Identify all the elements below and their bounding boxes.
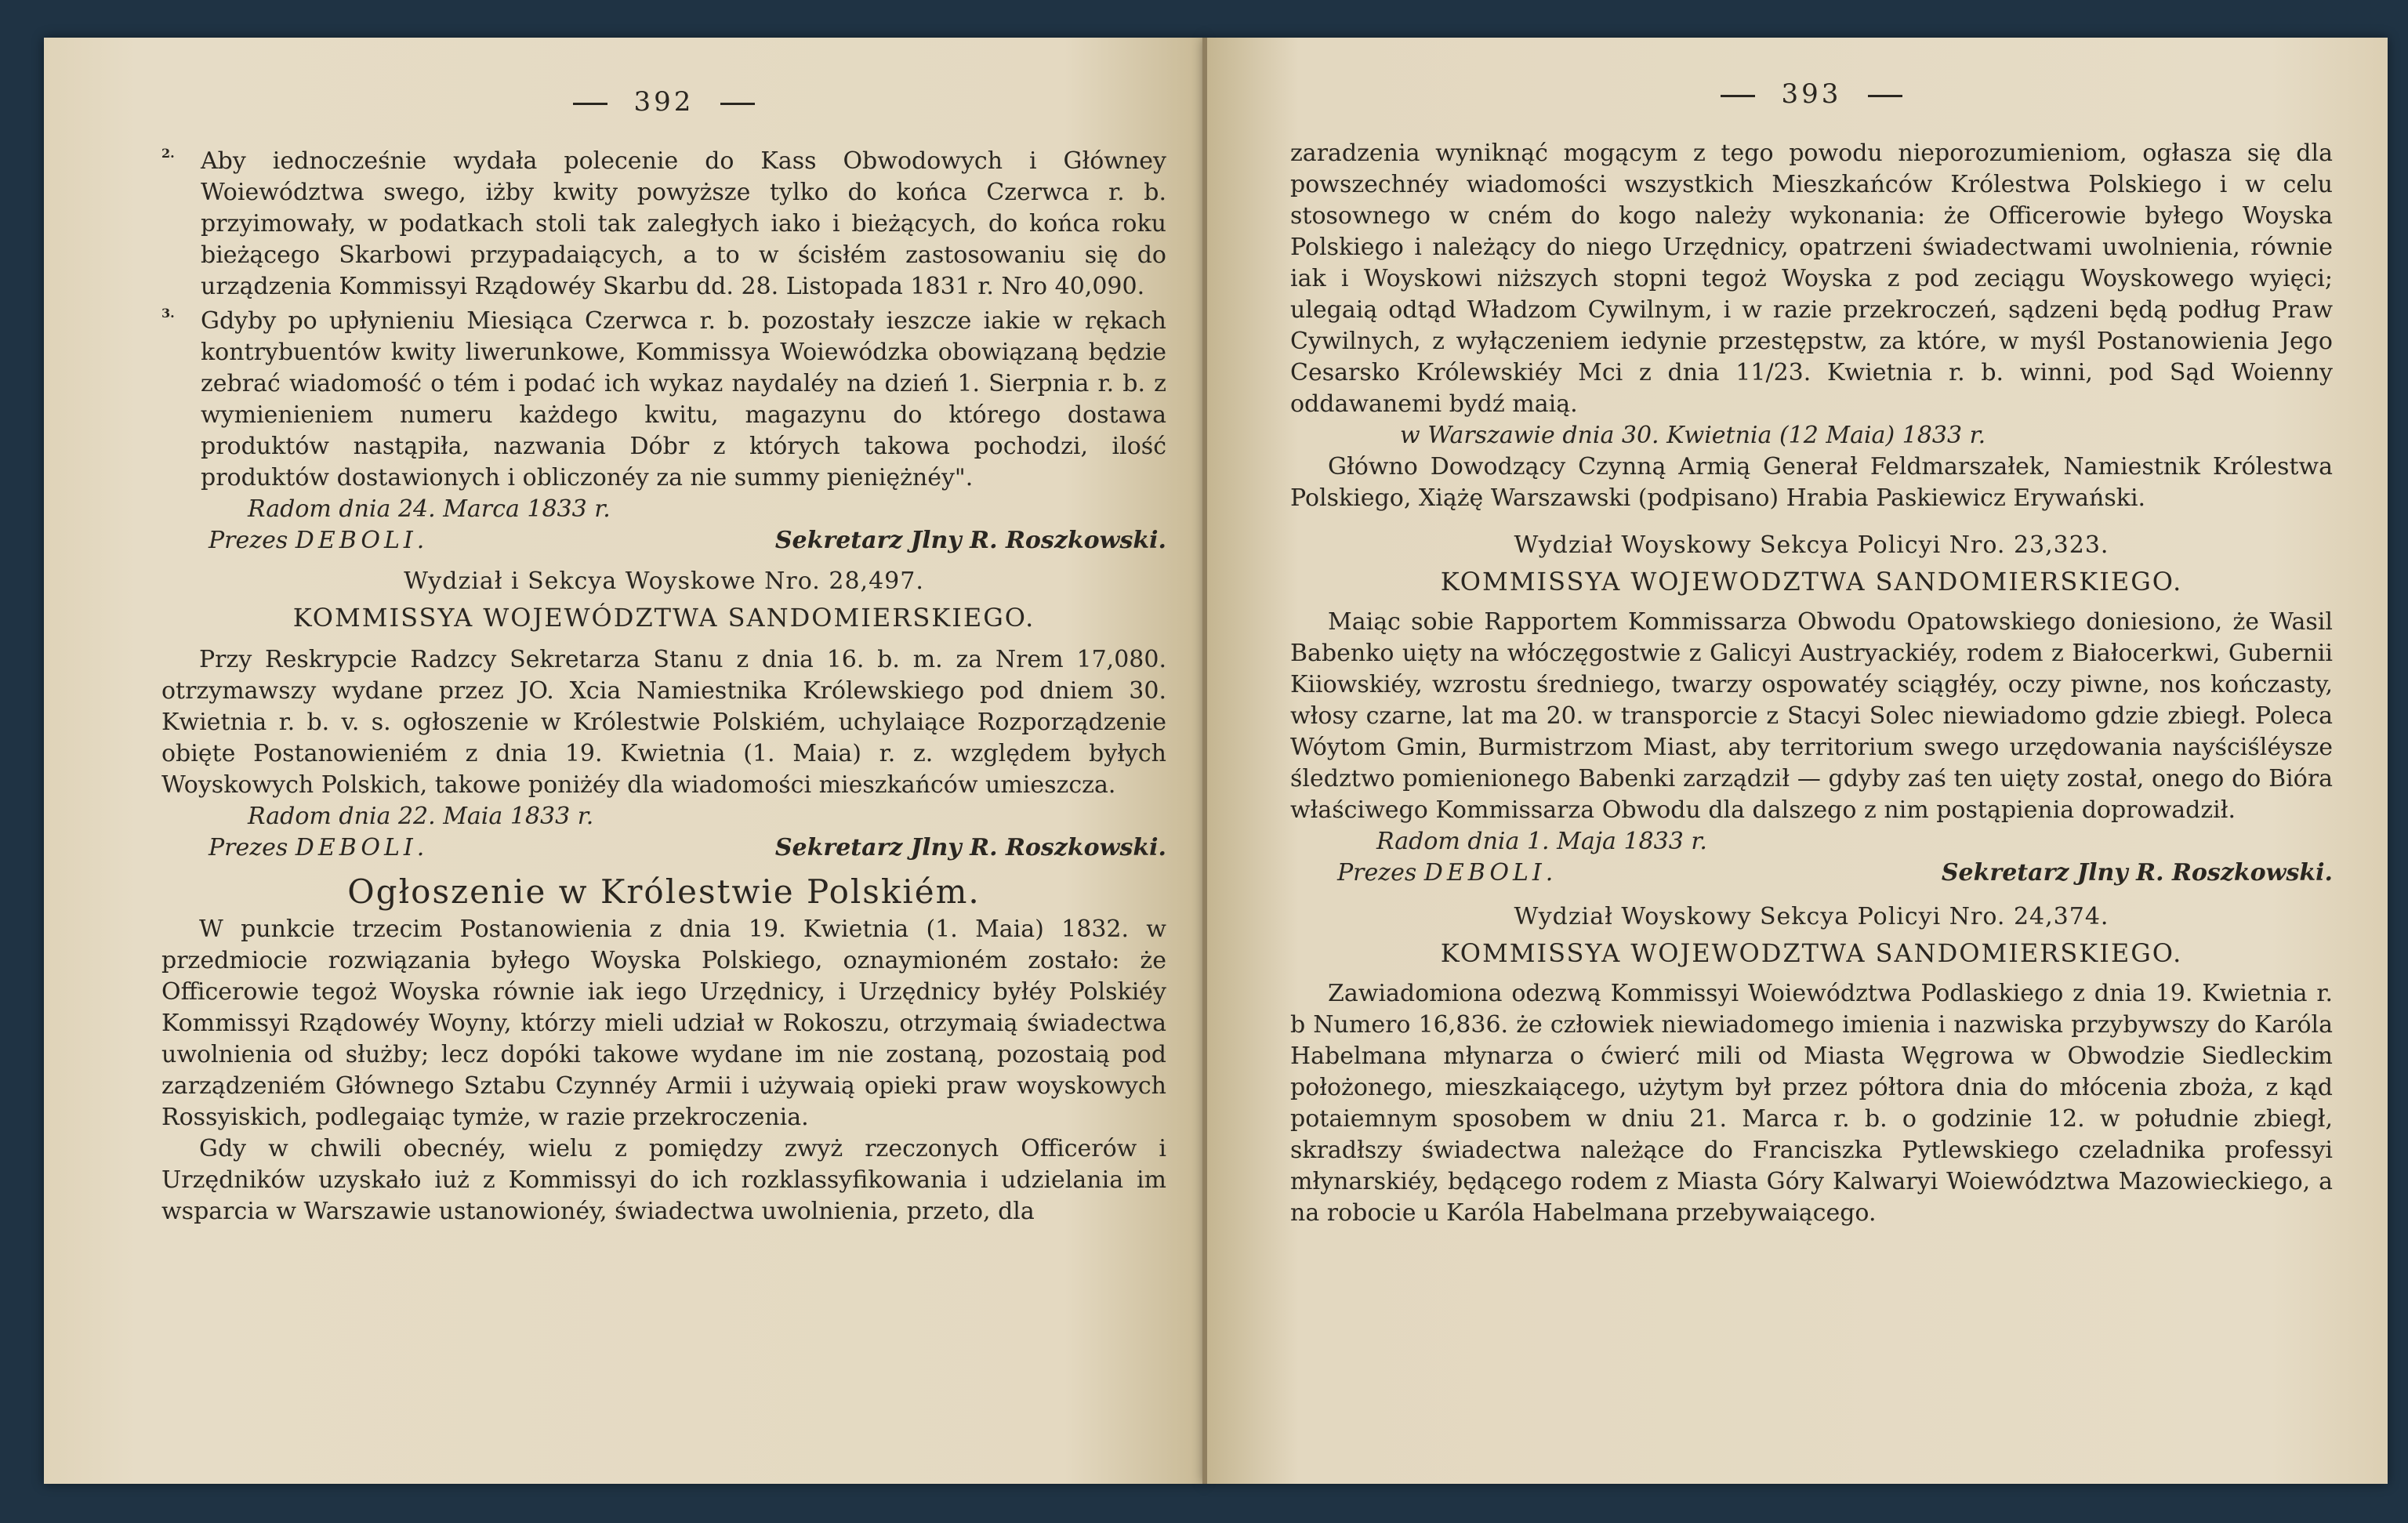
date-line: Radom dnia 24. Marca 1833 r. (248, 495, 611, 523)
announcement-title: Ogłoszenie w Królestwie Polskiém. (347, 872, 981, 911)
folio-dash (1868, 95, 1902, 97)
right-page (1204, 38, 2388, 1484)
book-spread (44, 38, 2388, 1484)
prezes-label: Prezes (209, 834, 288, 861)
page-number: 393 (1290, 78, 2333, 110)
folio-dash (720, 103, 755, 105)
commission-heading: KOMMISSYA WOJEWODZTWA SANDOMIERSKIEGO. (1440, 567, 2183, 597)
sekretarz: Sekretarz Jlny R. Roszkowski. (774, 834, 1166, 861)
paragraph: Przy Reskrypcie Radzcy Sekretarza Stanu z dnia 16. b. m. za Nrem 17,080. otrzymawszy wydane przez JO. Xcia Namiestnika Królewskiego pod dniem 30. Kwietnia r. b. v. s. ogłoszenie w Królestwie Polskiém, uchylaiące Rozporządzenie obięte Postanowieniém z dnia 19. Kwietnia (1. Maia) r. z. względem byłych Woyskowych Polskich, takowe poniżéy dla wiadomości mieszkańców umieszcza. (161, 646, 1166, 799)
date-line: Radom dnia 22. Maia 1833 r. (248, 803, 594, 830)
commission-heading: KOMMISSYA WOJEWÓDZTWA SANDOMIERSKIEGO. (292, 603, 1035, 633)
paragraph: Zawiadomiona odezwą Kommissyi Woiewództwa Podlaskiego z dnia 19. Kwietnia r. b Numero 16,836. że człowiek niewiadomego imienia i nazwiska przybywszy do Karóla Habelmana młynarza o ćwierć mili od Miasta Węgrowa w Obwodzie Siedleckim położonego, mieszkaiącego, użytym był przez półtora dnia do młócenia zboża, z kąd potaiemnym sposobem w dniu 21. Marca r. b. o godzinie 12. w południe zbiegł, skradłszy świadectwa należące do Franciszka Pytlewskiego czeladnika professyi młynarskiéy, będącego rodem z Miasta Góry Kalwaryi Woiewództwa Mazowieckiego, a na robocie u Karóla Habelmana przebywaiącego. (1290, 980, 2333, 1227)
section-heading: Wydział Woyskowy Sekcya Policyi Nro. 23,323. (1514, 531, 2109, 559)
signature-line (161, 525, 1166, 557)
date-line: w Warszawie dnia 30. Kwietnia (12 Maia) 1833 r. (1400, 422, 1986, 449)
paragraph: Gdy w chwili obecnéy, wielu z pomiędzy zwyż rzeczonych Officerów i Urzędników uzyskało iuż z Kommissyi do ich rozklassyfikowania i udzielania im wsparcia w Warszawie ustanowionéy, świadectwa uwolnienia, przeto, dla (161, 1135, 1166, 1225)
paragraph: Maiąc sobie Rapportem Kommissarza Obwodu Opatowskiego doniesiono, że Wasil Babenko uięty na włóczęgostwie z Galicyi Austryackiéy, rodem z Białocerkwi, Gubernii Kiiowskiéy, wzrostu średniego, twarzy ospowatéy sciągłéy, oczy piwne, nos kończasty, włosy czarne, lat ma 20. w transporcie z Stacyi Solec niewiadomo gdzie zbiegł. Poleca Wóytom Gmin, Burmistrzom Miast, aby territorium swego urzędowania nayściśléysze śledztwo pomienionego Babenki zarządził — gdyby zaś ten uięty został, onego do Bióra właściwego Kommissarza Obwodu dla dalszego z nim postąpienia doprowadził. (1290, 608, 2333, 824)
folio-dash (1721, 95, 1755, 97)
folio-dash (573, 103, 607, 105)
section-heading: Wydział i Sekcya Woyskowe Nro. 28,497. (404, 567, 924, 595)
item-number: 3. (161, 306, 175, 321)
item-text: Gdyby po upłynieniu Miesiąca Czerwca r. b. pozostały ieszcze iakie w rękach kontrybuentów kwity liwerunkowe, Kommissya Woiewódzka obowiązaną będzie zebrać wiadomość o tém i podać ich wykaz naydaléy na dzień 1. Sierpnia r. b. z wymienieniem numeru każdego kwitu, magazynu do którego dostawa produktów nastąpiła, nazwania Dóbr z których takowa pochodzi, ilość produktów dostawionych i obliczonéy za nie summy pieniężnéy". (201, 307, 1166, 491)
item-text: Aby iednocześnie wydała polecenie do Kass Obwodowych i Główney Woiewództwa swego, iżby kwity powyższe tylko do końca Czerwca r. b. przyimowały, w podatkach stoli tak zaległych iako i bieżących, do końca roku bieżącego Skarbowi przypadaiących, a to w ścisłém zastosowaniu się do urządzenia Kommissyi Rządowéy Skarbu dd. 28. Listopada 1831 r. Nro 40,090. (201, 147, 1166, 300)
paragraph: W punkcie trzecim Postanowienia z dnia 19. Kwietnia (1. Maia) 1832. w przedmiocie rozwiązania byłego Woyska Polskiego, oznaymioném zostało: że Officerowie tegoż Woyska równie iak iego Urzędnicy, i Urzędnicy byłéy Polskiéy Kommissyi Rządowéy Woyny, którzy mieli udział w Rokoszu, otrzymaią świadectwa uwolnienia od służby; lecz dopóki takowe wydane im nie zostaną, pozostaią pod zarządzeniém Głównego Sztabu Czynnéy Armii i używaią opieki praw woyskowych Rossyiskich, podlegaiąc tymże, w razie przekroczenia. (161, 916, 1166, 1131)
section-heading: Wydział Woyskowy Sekcya Policyi Nro. 24,374. (1514, 903, 2109, 930)
date-line: Radom dnia 1. Maja 1833 r. (1376, 828, 1707, 855)
item-number: 2. (161, 146, 175, 161)
left-page (44, 38, 1204, 1484)
commission-heading: KOMMISSYA WOJEWODZTWA SANDOMIERSKIEGO. (1440, 938, 2183, 968)
numbered-item (161, 306, 1166, 494)
prezes-label: Prezes (1337, 859, 1417, 887)
prezes-name: DEBOLI. (1423, 859, 1558, 887)
paragraph: Główno Dowodzący Czynną Armią Generał Feldmarszałek, Namiestnik Królestwa Polskiego, Xiążę Warszawski (podpisano) Hrabia Paskiewicz Erywański. (1290, 453, 2333, 512)
numbered-item (161, 146, 1166, 303)
prezes-name: DEBOLI. (295, 527, 429, 554)
paragraph: zaradzenia wyniknąć mogącym z tego powodu nieporozumieniom, ogłasza się dla powszechnéy wiadomości wszystkich Mieszkańców Królestwa Polskiego i w celu stosownego w cném do kogo należy wykonania: że Officerowie byłego Woyska Polskiego i należący do niego Urzędnicy, opatrzeni świadectwami uwolnienia, równie iak i Woyskowi niższych stopni tegoż Woyska z pod zeciągu Woyskowego wyięci; ulegaią odtąd Władzom Cywilnym, i w razie przekroczeń, sądzeni będą podług Praw Cywilnych, z wyłączeniem iedynie przestępstw, za które, w myśl Postanowienia Jego Cesarsko Królewskiéy Mci z dnia 11/23. Kwietnia r. b. winni, pod Sąd Woienny oddawanemi bydź maią. (1290, 140, 2333, 418)
sekretarz: Sekretarz Jlny R. Roszkowski. (1941, 859, 2333, 887)
book-gutter (1202, 38, 1207, 1484)
prezes-name: DEBOLI. (295, 834, 429, 861)
prezes-label: Prezes (209, 527, 288, 554)
signature-line (161, 832, 1166, 864)
sekretarz: Sekretarz Jlny R. Roszkowski. (774, 527, 1166, 554)
page-number: 392 (161, 86, 1166, 118)
signature-line (1290, 858, 2333, 889)
